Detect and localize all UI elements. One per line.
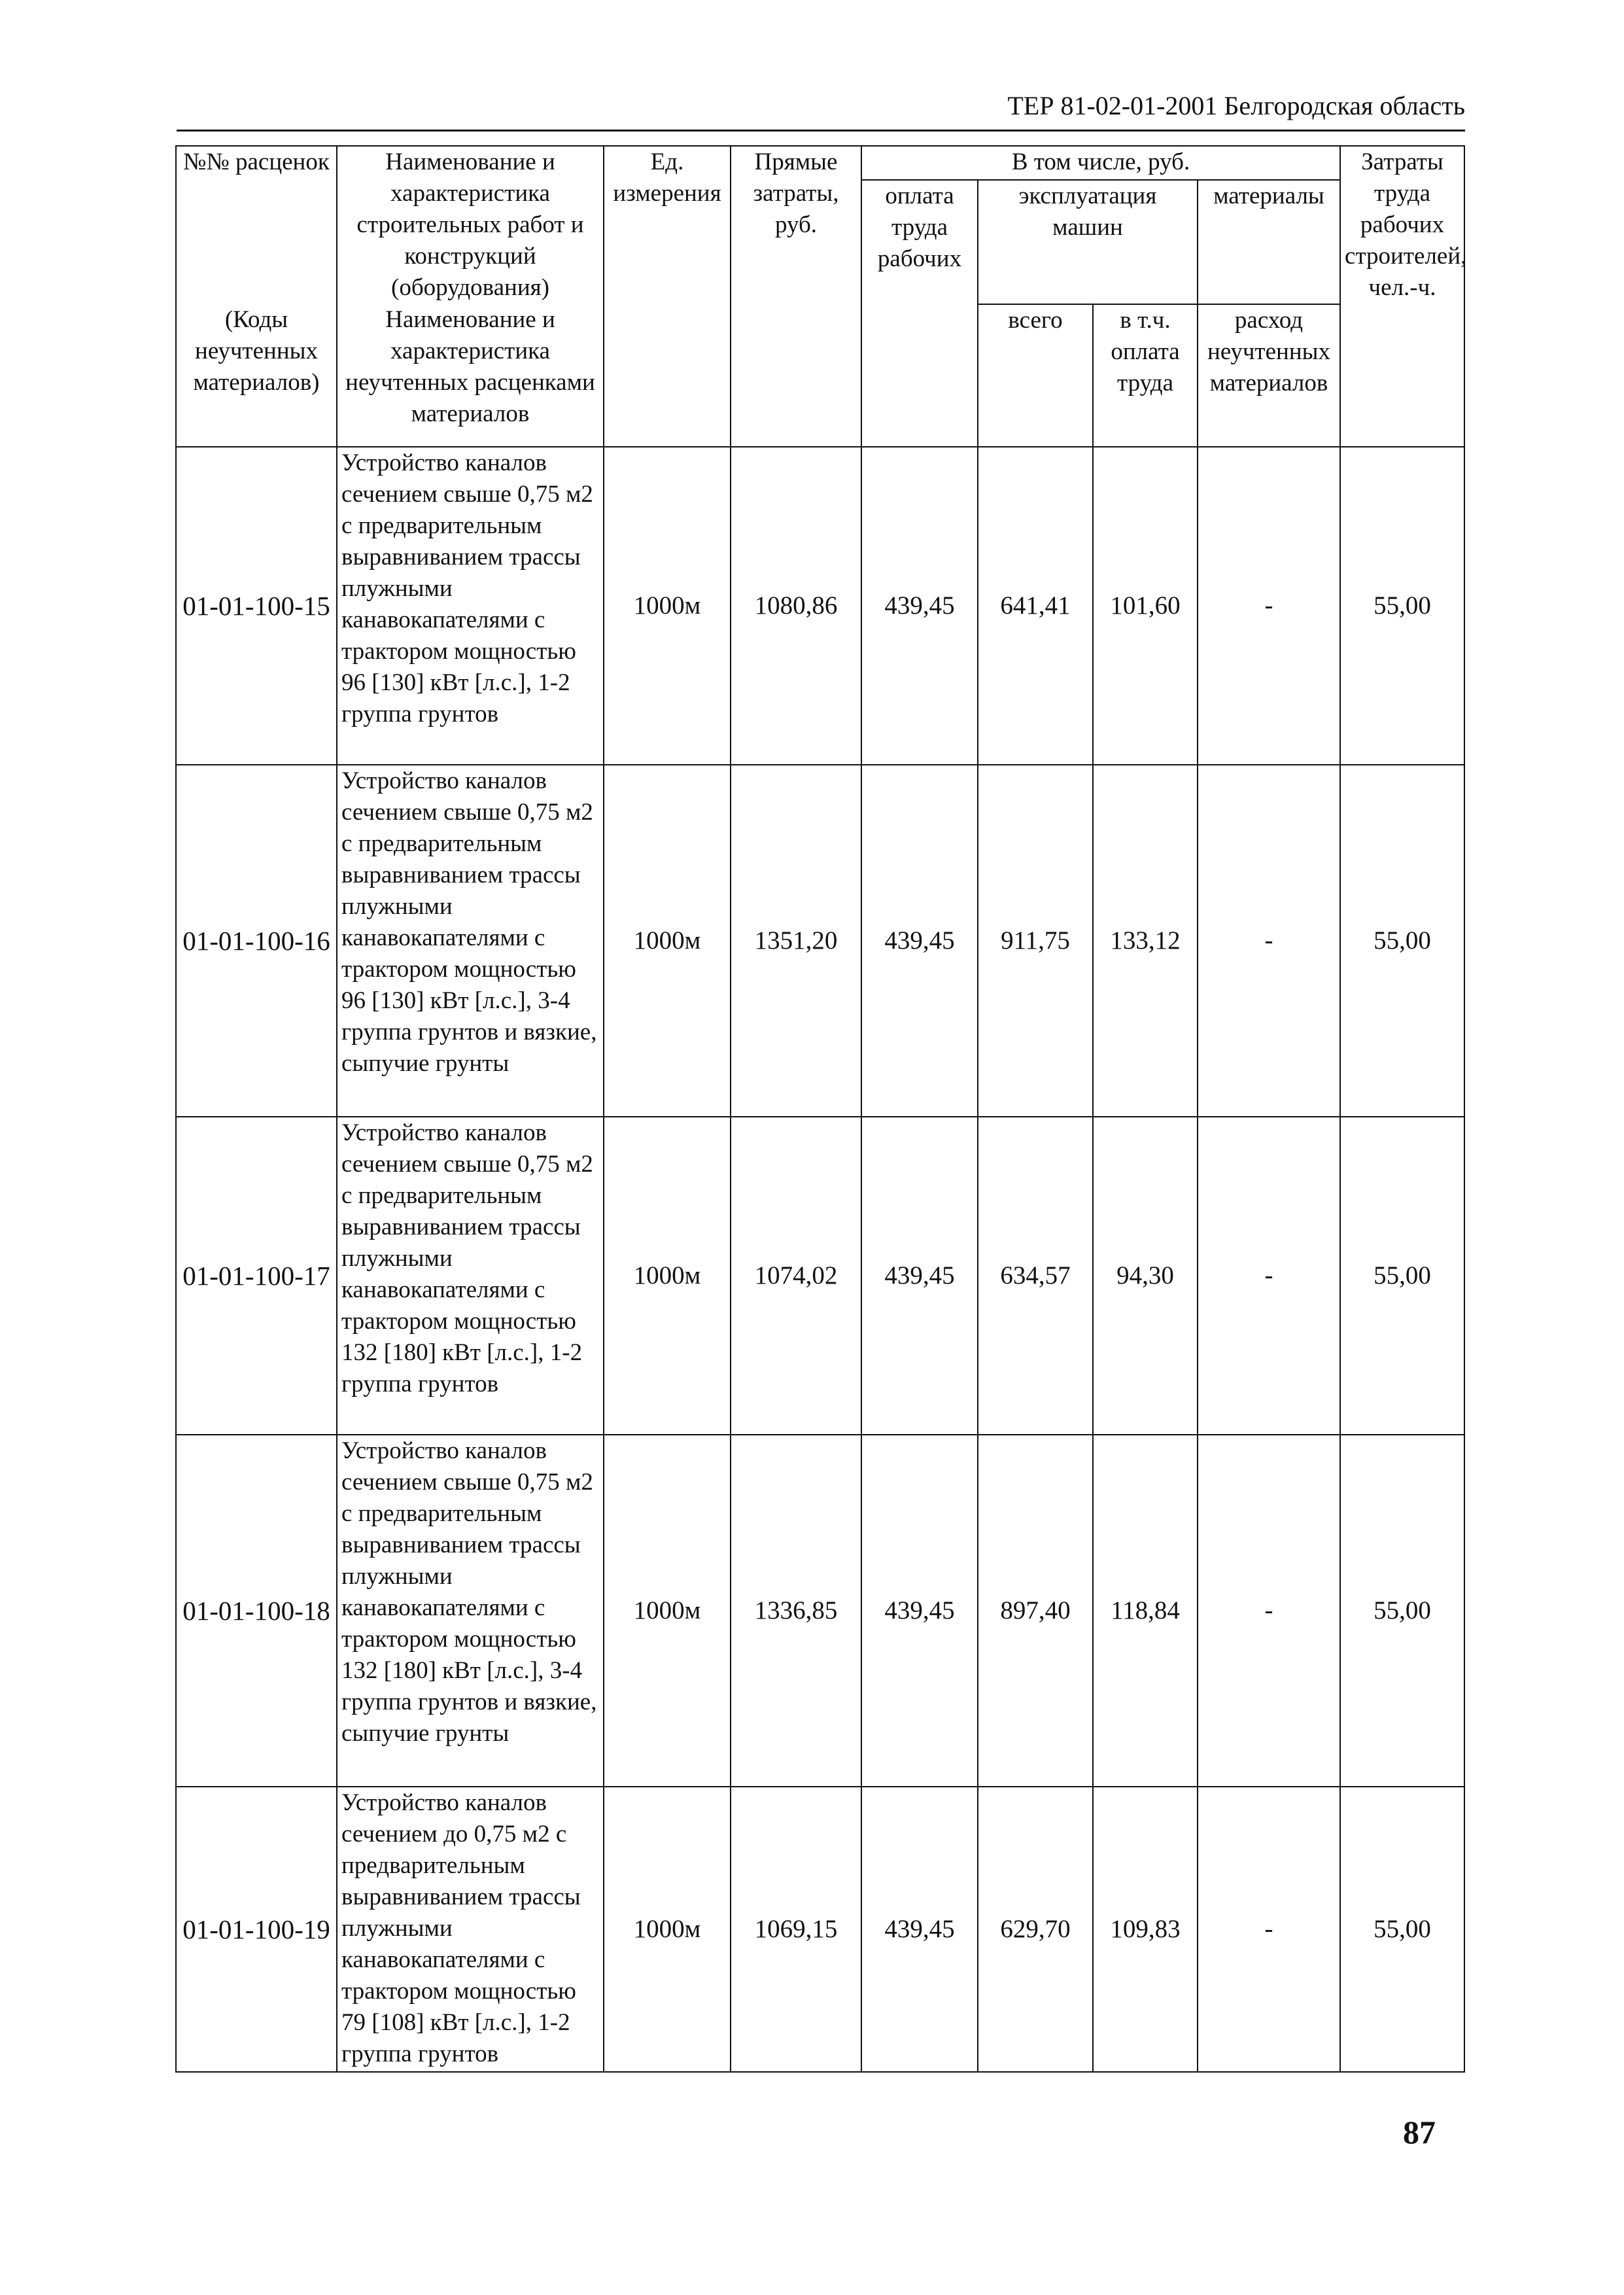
- header-unit: Ед. измерения: [604, 146, 731, 447]
- direct-cost-cell: 1351,20: [731, 765, 861, 1117]
- labor-pay-cell: 439,45: [861, 1787, 978, 2072]
- rate-code: 01-01-100-16: [176, 765, 337, 1117]
- machines-total-cell: 634,57: [978, 1117, 1093, 1435]
- labor-hours-cell: 55,00: [1340, 1787, 1464, 2072]
- rate-code: 01-01-100-17: [176, 1117, 337, 1435]
- rate-name: Устройство каналов сечением свыше 0,75 м2 с предварительным выравниванием трассы плужными канавокапателями с трактором мощностью 132 [180] кВт [л.с.], 3-4 группа грунтов и вязкие, сыпучие грунты: [337, 1435, 604, 1787]
- labor-hours-cell: 55,00: [1340, 1435, 1464, 1787]
- rates-table: [175, 145, 1465, 2073]
- header-machines-total: всего: [978, 304, 1093, 447]
- labor-pay-cell: 439,45: [861, 1435, 978, 1787]
- header-machines-labor-pay: в т.ч. оплата труда: [1093, 304, 1198, 447]
- rate-name: Устройство каналов сечением свыше 0,75 м2 с предварительным выравниванием трассы плужными канавокапателями с трактором мощностью 96 [130] кВт [л.с.], 3-4 группа грунтов и вязкие, сыпучие грунты: [337, 765, 604, 1117]
- header-labor-pay: оплата труда рабочих: [861, 180, 978, 447]
- header-machines: эксплуатация машин: [978, 180, 1198, 304]
- table-row: [176, 1435, 1464, 1787]
- table-row: [176, 447, 1464, 765]
- machines-total-cell: 911,75: [978, 765, 1093, 1117]
- running-title: ТЕР 81-02-01-2001 Белгородская область: [1007, 91, 1465, 120]
- unit-cell: 1000м: [604, 1435, 731, 1787]
- labor-hours-cell: 55,00: [1340, 1117, 1464, 1435]
- header-labor-cost: Затраты труда рабочих строителей, чел.-ч.: [1340, 146, 1464, 447]
- machines-pay-cell: 109,83: [1093, 1787, 1198, 2072]
- rate-code: 01-01-100-19: [176, 1787, 337, 2072]
- header-group-including: В том числе, руб.: [861, 146, 1340, 180]
- machines-total-cell: 629,70: [978, 1787, 1093, 2072]
- direct-cost-cell: 1074,02: [731, 1117, 861, 1435]
- materials-cell: -: [1198, 1787, 1340, 2072]
- page-number: 87: [1403, 2114, 1436, 2150]
- rate-name: Устройство каналов сечением свыше 0,75 м2 с предварительным выравниванием трассы плужными канавокапателями с трактором мощностью 96 [130] кВт [л.с.], 1-2 группа грунтов: [337, 447, 604, 765]
- header-name-top: Наименование и характеристика строительных работ и конструкций (оборудования): [337, 146, 604, 304]
- table-row: [176, 1117, 1464, 1435]
- materials-cell: -: [1198, 1117, 1340, 1435]
- header-materials: материалы: [1198, 180, 1340, 304]
- labor-hours-cell: 55,00: [1340, 765, 1464, 1117]
- unit-cell: 1000м: [604, 765, 731, 1117]
- labor-hours-cell: 55,00: [1340, 447, 1464, 765]
- labor-pay-cell: 439,45: [861, 1117, 978, 1435]
- rate-name: Устройство каналов сечением до 0,75 м2 с предварительным выравниванием трассы плужными канавокапателями с трактором мощностью 79 [108] кВт [л.с.], 1-2 группа грунтов: [337, 1787, 604, 2072]
- rate-code: 01-01-100-18: [176, 1435, 337, 1787]
- machines-pay-cell: 101,60: [1093, 447, 1198, 765]
- machines-pay-cell: 94,30: [1093, 1117, 1198, 1435]
- materials-cell: -: [1198, 765, 1340, 1117]
- table-row: [176, 765, 1464, 1117]
- machines-pay-cell: 133,12: [1093, 765, 1198, 1117]
- materials-cell: -: [1198, 1435, 1340, 1787]
- header-rule: [177, 130, 1465, 131]
- header-name-bottom: Наименование и характеристика неучтенных расценками материалов: [337, 304, 604, 447]
- rate-code: 01-01-100-15: [176, 447, 337, 765]
- materials-cell: -: [1198, 447, 1340, 765]
- machines-total-cell: 641,41: [978, 447, 1093, 765]
- header-code-bottom: (Коды неучтенных материалов): [176, 304, 337, 447]
- labor-pay-cell: 439,45: [861, 765, 978, 1117]
- direct-cost-cell: 1069,15: [731, 1787, 861, 2072]
- unit-cell: 1000м: [604, 447, 731, 765]
- direct-cost-cell: 1336,85: [731, 1435, 861, 1787]
- machines-pay-cell: 118,84: [1093, 1435, 1198, 1787]
- header-code-top: №№ расценок: [176, 146, 337, 304]
- labor-pay-cell: 439,45: [861, 447, 978, 765]
- unit-cell: 1000м: [604, 1117, 731, 1435]
- rate-name: Устройство каналов сечением свыше 0,75 м2 с предварительным выравниванием трассы плужными канавокапателями с трактором мощностью 132 [180] кВт [л.с.], 1-2 группа грунтов: [337, 1117, 604, 1435]
- table-row: [176, 1787, 1464, 2072]
- machines-total-cell: 897,40: [978, 1435, 1093, 1787]
- unit-cell: 1000м: [604, 1787, 731, 2072]
- header-direct-costs: Прямые затраты, руб.: [731, 146, 861, 447]
- header-materials-unaccounted: расход неучтенных материалов: [1198, 304, 1340, 447]
- direct-cost-cell: 1080,86: [731, 447, 861, 765]
